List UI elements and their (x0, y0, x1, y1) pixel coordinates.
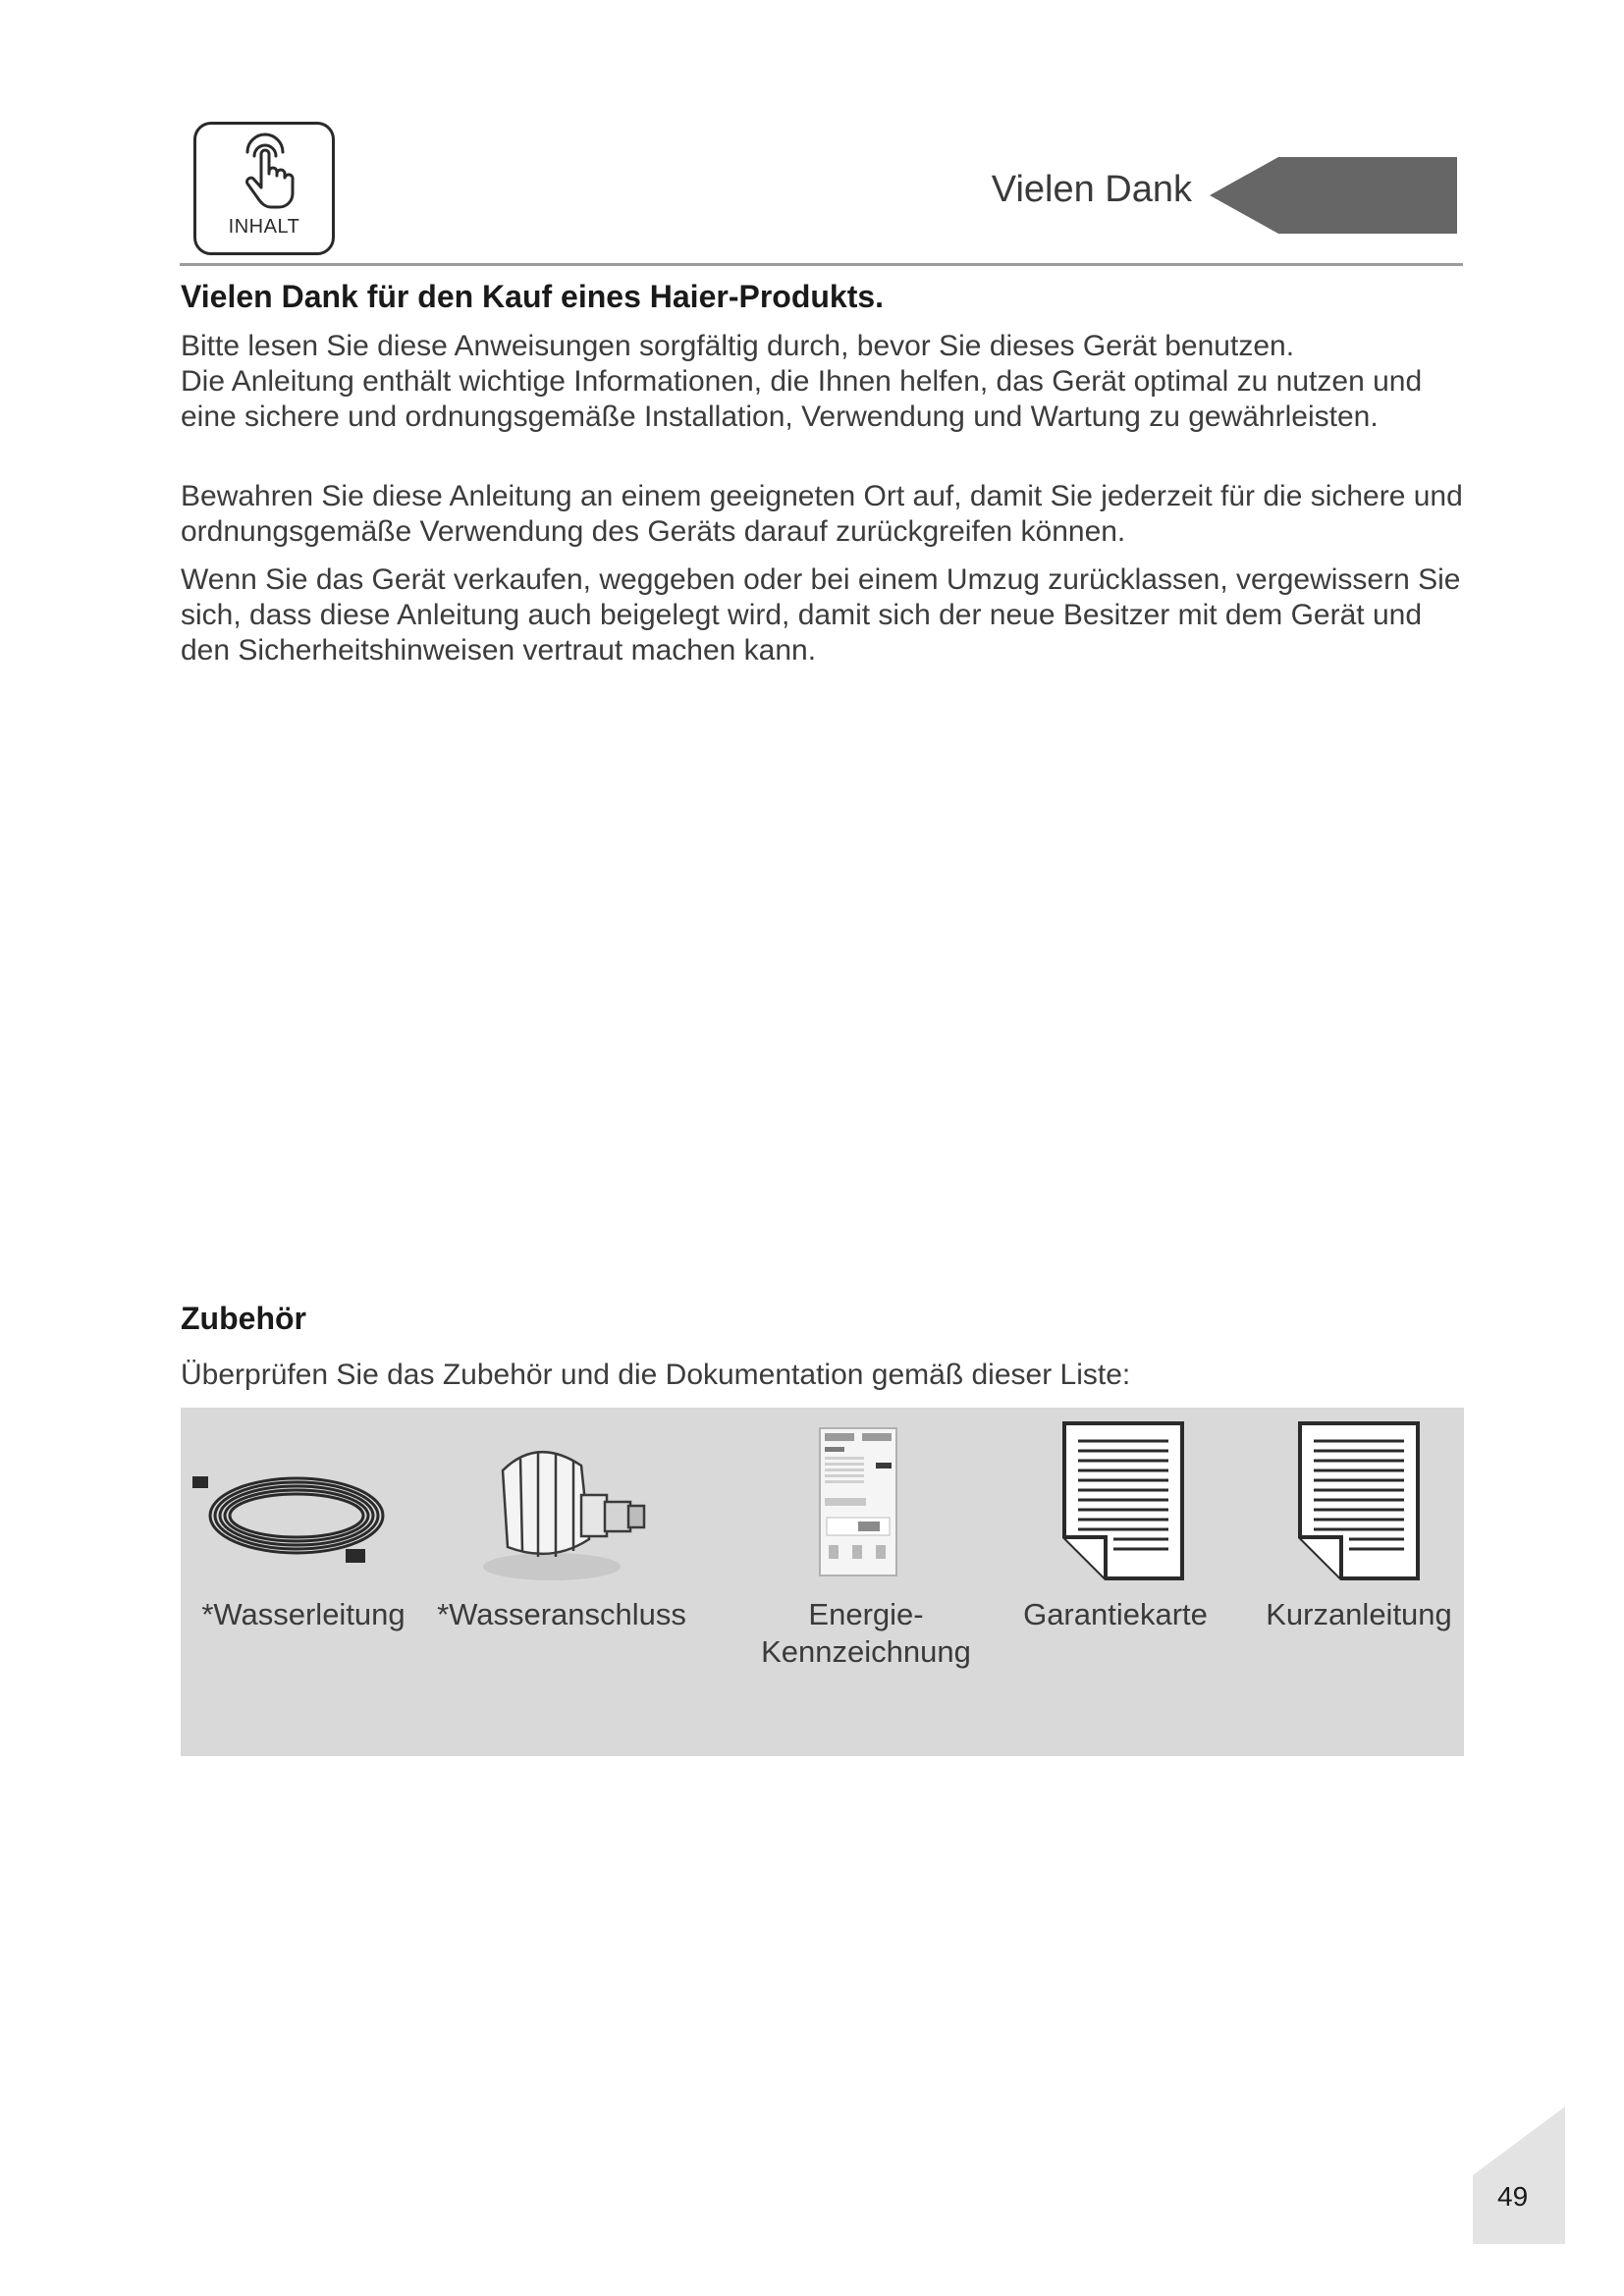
touch-hand-icon (238, 133, 297, 211)
section-title: Vielen Dank (991, 169, 1192, 210)
accessories-heading: Zubehör (181, 1301, 306, 1336)
energy-label-icon (819, 1427, 897, 1576)
accessory-label: Kurzanleitung (1266, 1597, 1452, 1631)
accessory-label: Energie- Kennzeichnung (761, 1597, 971, 1669)
header-divider (180, 263, 1463, 266)
accessories-intro: Überprüfen Sie das Zubehör und die Dokumentation gemäß dieser Liste: (181, 1359, 1131, 1391)
water-connector-icon (483, 1441, 650, 1588)
quick-guide-icon (1298, 1421, 1422, 1582)
accessory-label: *Wasseranschluss (437, 1597, 686, 1631)
accessory-label: Garantiekarte (1023, 1597, 1208, 1631)
contents-button[interactable] (193, 122, 335, 255)
thanks-heading: Vielen Dank für den Kauf eines Haier-Produkts. (181, 279, 885, 314)
thanks-paragraph-1: Bitte lesen Sie diese Anweisungen sorgfältig durch, bevor Sie dieses Gerät benutzen. (181, 330, 1295, 362)
page-corner-tab (1473, 2107, 1565, 2244)
water-hose-icon (189, 1465, 395, 1573)
thanks-paragraph-4: Wenn Sie das Gerät verkaufen, weggeben oder bei einem Umzug zurücklassen, vergewissern Sie sich, dass diese Anleitung auch beigelegt wird, damit sich der neue Besitzer mit dem Gerät und den Sicherheitshinweisen vertraut machen kann. (181, 563, 1461, 667)
contents-label: INHALT (228, 216, 300, 238)
thanks-paragraph-2: Die Anleitung enthält wichtige Informationen, die Ihnen helfen, das Gerät optimal zu nutzen und eine sichere und ordnungsgemäße Installation, Verwendung und Wartung zu gewährleisten. (181, 365, 1423, 433)
accessory-water-connector (434, 1408, 689, 1756)
warranty-card-icon (1062, 1421, 1186, 1582)
thanks-paragraph-3: Bewahren Sie diese Anleitung an einem geeigneten Ort auf, damit Sie jederzeit für die sichere und ordnungsgemäße Verwendung des Geräts darauf zurückgreifen können. (181, 480, 1463, 548)
accessory-warranty-card (988, 1408, 1243, 1756)
accessory-water-hose (181, 1408, 426, 1756)
page-number: 49 (1497, 2181, 1529, 2212)
accessories-panel (181, 1408, 1464, 1756)
accessory-energy-label (738, 1408, 994, 1756)
section-arrow-icon (1210, 157, 1457, 234)
accessory-label: *Wasserleitung (201, 1597, 406, 1631)
accessory-quick-guide (1231, 1408, 1487, 1756)
